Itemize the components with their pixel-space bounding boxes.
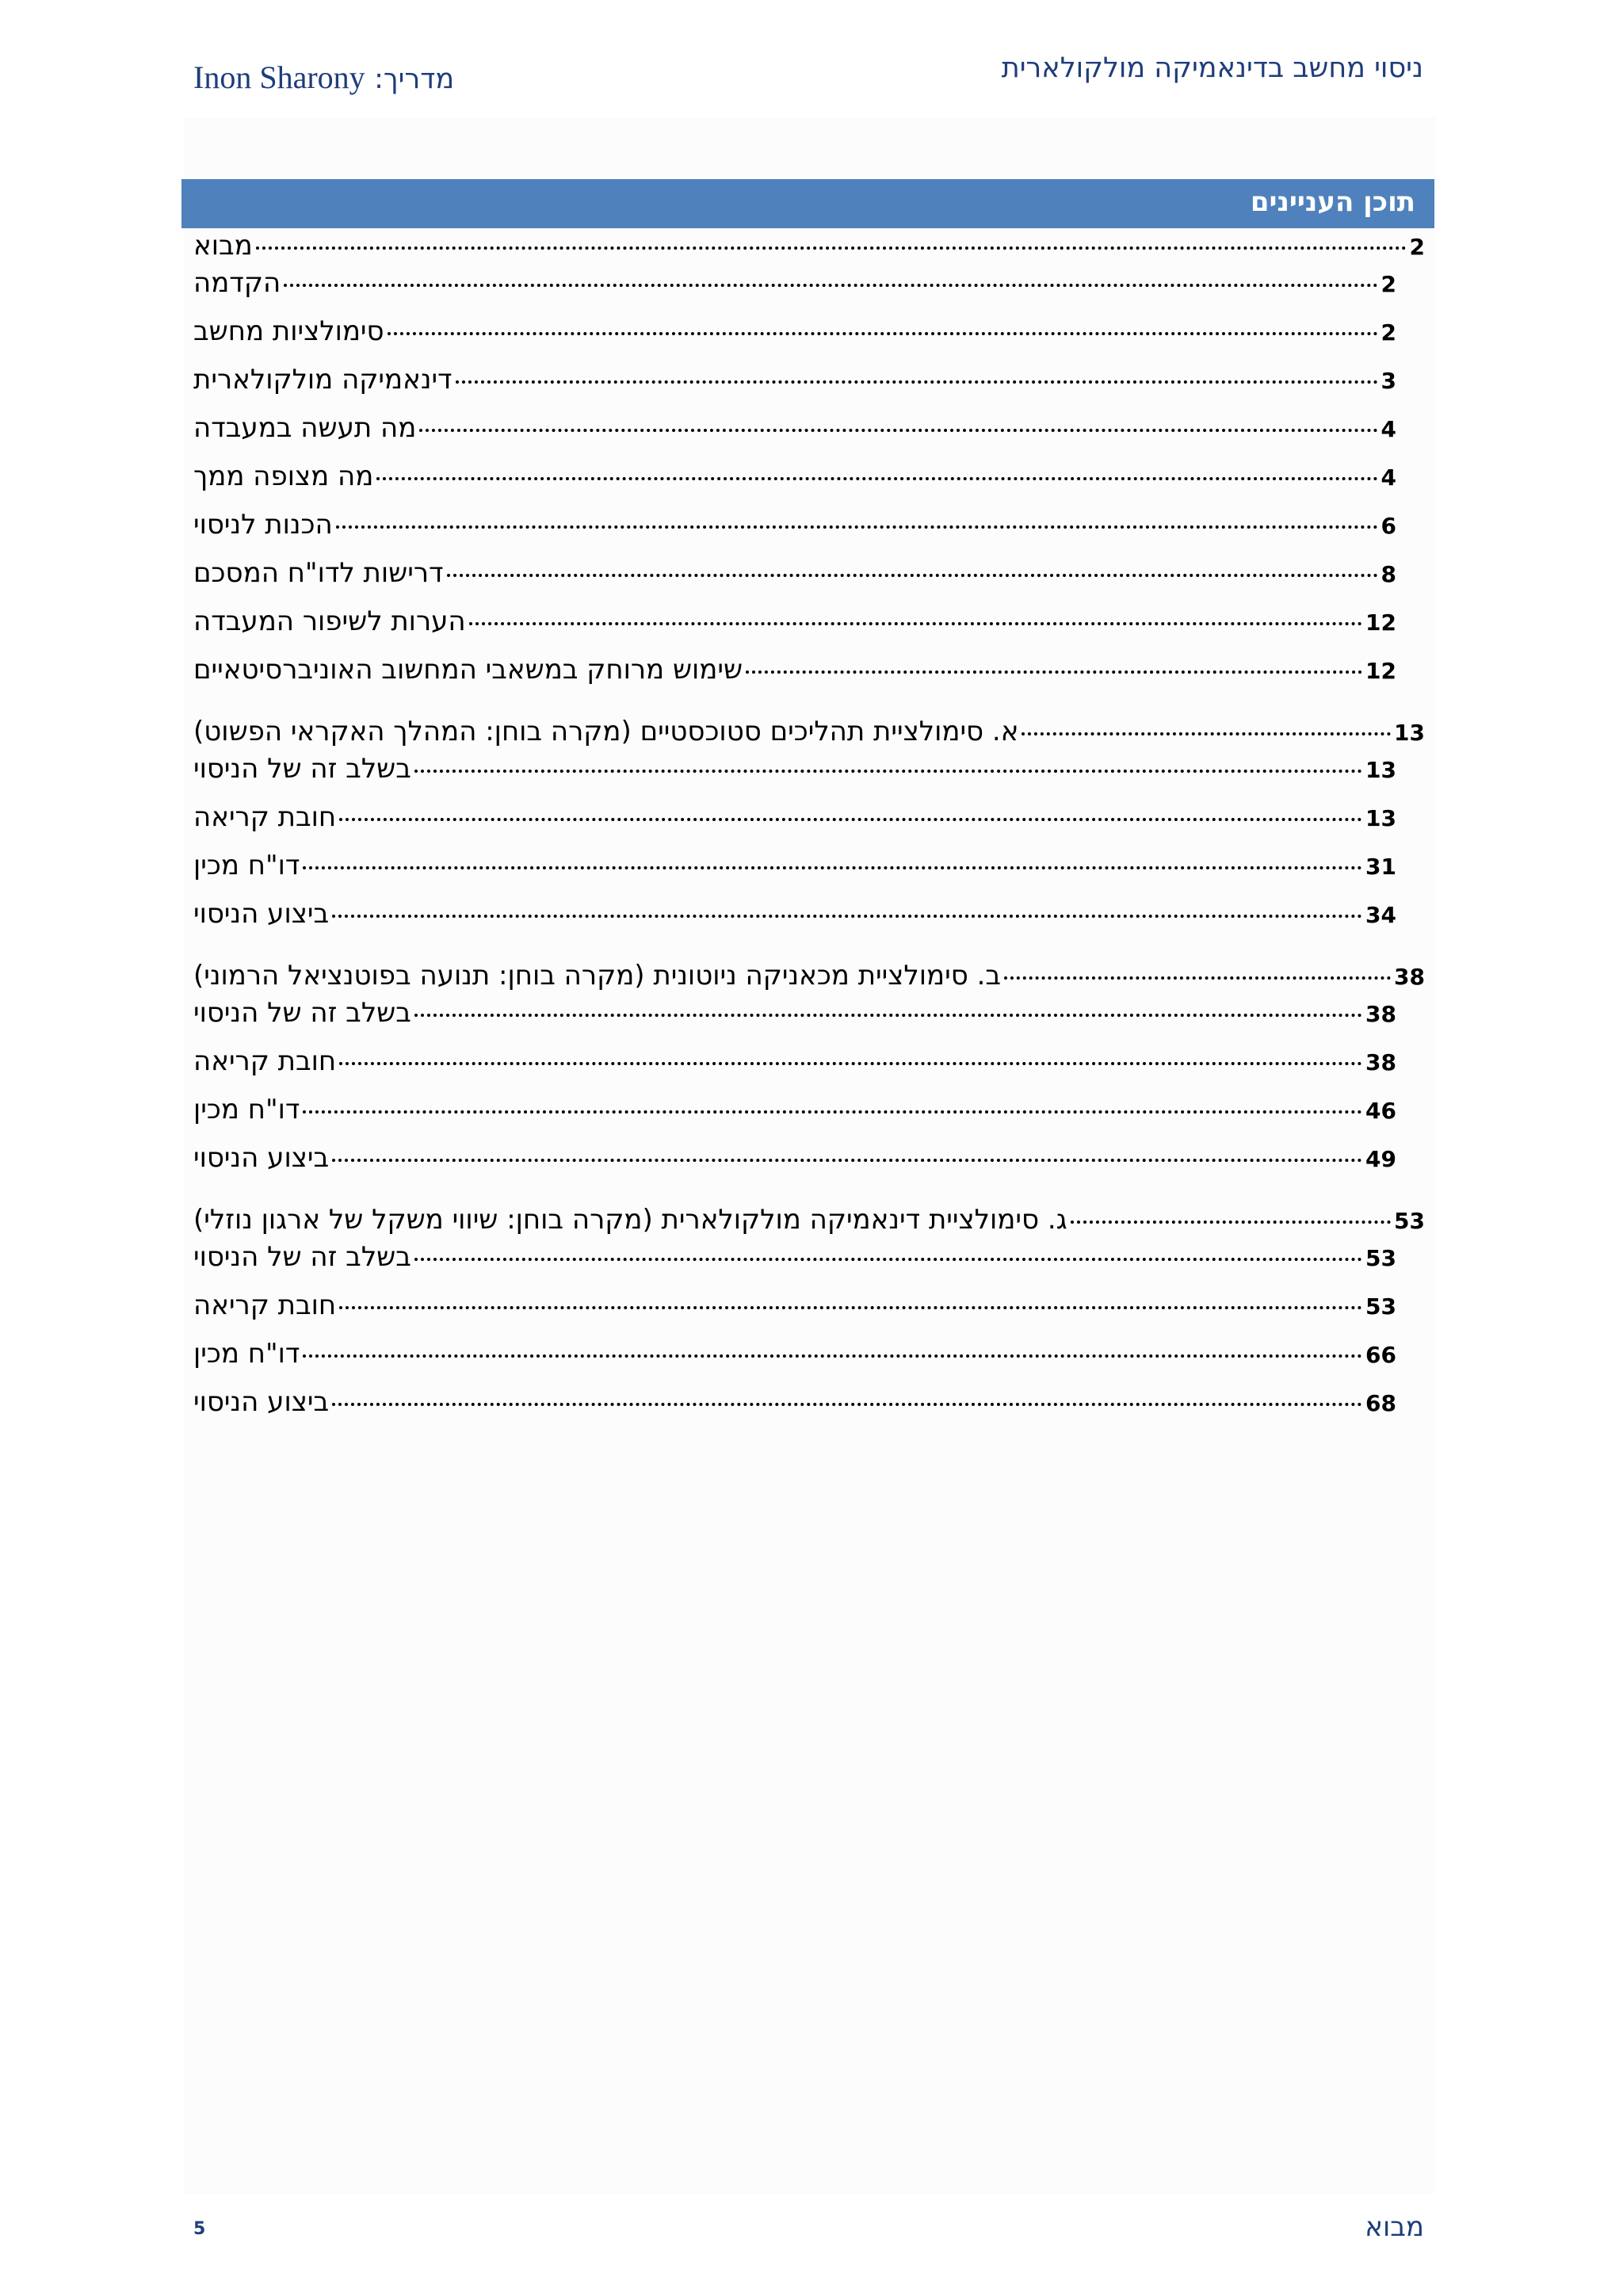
toc-entry-page: 13 (1394, 720, 1425, 746)
toc-entry[interactable] (193, 606, 1396, 645)
toc-entry-title: בשלב זה של הניסוי (193, 997, 411, 1029)
toc-entry-title: מה מצופה ממך (193, 460, 374, 492)
toc-entry-page: 2 (1409, 234, 1425, 260)
toc-dot-leader (1022, 732, 1391, 735)
toc-dot-leader (1004, 976, 1391, 980)
guide-name: Inon Sharony (193, 59, 365, 95)
toc-entry-page: 8 (1381, 561, 1396, 587)
toc-entry-title: חובת קריאה (193, 801, 337, 833)
toc-entry[interactable] (193, 850, 1396, 889)
toc-dot-leader (414, 1013, 1362, 1017)
toc-entry[interactable] (193, 898, 1396, 938)
toc-entry-title: דו"ח מכין (193, 1338, 300, 1370)
toc-entry[interactable] (193, 315, 1396, 355)
toc-entry-page: 2 (1381, 319, 1396, 346)
toc-entry-page: 53 (1394, 1208, 1425, 1234)
toc-entry-title: דו"ח מכין (193, 1094, 300, 1125)
toc-entry[interactable] (193, 960, 1425, 999)
toc-entry[interactable] (193, 716, 1425, 755)
toc-dot-leader (746, 670, 1362, 674)
toc-entry[interactable] (193, 1289, 1396, 1329)
toc-dot-leader (303, 865, 1362, 869)
toc-dot-leader (332, 1402, 1362, 1406)
toc-entry[interactable] (193, 509, 1396, 548)
toc-entry-title: ביצוע הניסוי (193, 898, 330, 930)
toc-entry-title: דינאמיקה מולקולארית (193, 364, 453, 395)
toc-entry-title: דרישות לדו"ח המסכם (193, 557, 444, 589)
toc-entry-title: הכנות לניסוי (193, 509, 333, 541)
toc-dot-leader (284, 283, 1377, 287)
toc-entry[interactable] (193, 1094, 1396, 1133)
toc-dot-leader (332, 1158, 1362, 1162)
toc-entry-page: 2 (1381, 271, 1396, 297)
toc-dot-leader (447, 573, 1378, 577)
toc-entry[interactable] (193, 364, 1396, 403)
toc-entry-page: 4 (1381, 416, 1396, 442)
toc-dot-leader (388, 331, 1378, 335)
toc-entry-title: א. סימולציית תהליכים סטוכסטיים (מקרה בוחן: המהלך האקראי הפשוט) (193, 716, 1019, 747)
toc-dot-leader (303, 1354, 1362, 1358)
footer-page-number: 5 (193, 2219, 206, 2239)
header-guide (193, 59, 454, 96)
toc-entry-title: ג. סימולציית דינאמיקה מולקולארית (מקרה בוחן: שיווי משקל של ארגון נוזלי) (193, 1204, 1067, 1236)
toc-entry-page: 38 (1365, 1049, 1396, 1075)
toc-entry-page: 13 (1365, 757, 1396, 783)
toc-entry-title: ב. סימולציית מכאניקה ניוטונית (מקרה בוחן: תנועה בפוטנציאל הרמוני) (193, 960, 1002, 991)
toc-entry-title: סימולציות מחשב (193, 315, 384, 347)
header-title: ניסוי מחשב בדינאמיקה מולקולארית (1001, 52, 1423, 84)
toc-dot-leader (376, 476, 1377, 480)
toc-entry[interactable] (193, 557, 1396, 597)
toc-entry-title: ביצוע הניסוי (193, 1142, 330, 1174)
toc-entry-title: מבוא (193, 230, 253, 262)
toc-dot-leader (419, 428, 1377, 432)
toc-entry-title: הערות לשיפור המעבדה (193, 606, 466, 637)
toc-entry-page: 49 (1365, 1146, 1396, 1172)
toc-entry[interactable] (193, 654, 1396, 693)
toc-entry-title: ביצוע הניסוי (193, 1386, 330, 1418)
toc-dot-leader (332, 914, 1362, 918)
toc-entry-page: 12 (1365, 658, 1396, 684)
toc-entry-page: 13 (1365, 805, 1396, 831)
toc-dot-leader (469, 621, 1362, 625)
toc-entry-page: 3 (1381, 368, 1396, 394)
toc-heading: תוכן העניינים (1250, 186, 1415, 218)
toc-entry[interactable] (193, 753, 1396, 793)
toc-entry-title: הקדמה (193, 267, 281, 299)
toc-entry-page: 31 (1365, 854, 1396, 880)
toc-entry-title: חובת קריאה (193, 1045, 337, 1077)
toc-entry[interactable] (193, 1142, 1396, 1182)
toc-entry[interactable] (193, 412, 1396, 452)
toc-entry-page: 38 (1394, 964, 1425, 990)
toc-entry-title: חובת קריאה (193, 1289, 337, 1321)
toc-entry-page: 46 (1365, 1098, 1396, 1124)
toc-dot-leader (456, 380, 1378, 384)
toc-entry-title: דו"ח מכין (193, 850, 300, 881)
toc-entry-page: 4 (1381, 464, 1396, 491)
toc-entry[interactable] (193, 1045, 1396, 1085)
toc-entry[interactable] (193, 1338, 1396, 1377)
toc-dot-leader (1071, 1220, 1391, 1224)
toc-entry-page: 34 (1365, 902, 1396, 928)
toc-entry-page: 53 (1365, 1293, 1396, 1320)
toc-dot-leader (414, 769, 1362, 773)
toc-entry[interactable] (193, 460, 1396, 500)
toc-dot-leader (339, 1061, 1362, 1065)
toc-dot-leader (414, 1257, 1362, 1261)
toc-entry-page: 66 (1365, 1342, 1396, 1368)
toc-entry[interactable] (193, 997, 1396, 1037)
toc-entry[interactable] (193, 1386, 1396, 1426)
toc-entry-title: מה תעשה במעבדה (193, 412, 417, 444)
toc-entry-page: 6 (1381, 513, 1396, 539)
toc-entry-page: 53 (1365, 1245, 1396, 1271)
toc-dot-leader (339, 1305, 1362, 1309)
toc-dot-leader (303, 1110, 1362, 1114)
toc-entry[interactable] (193, 1204, 1425, 1244)
toc-entry[interactable] (193, 801, 1396, 841)
toc-dot-leader (339, 817, 1362, 821)
toc-entry[interactable] (193, 1241, 1396, 1281)
guide-label: מדריך: (374, 63, 455, 95)
toc-heading-band (181, 179, 1434, 228)
toc-entry[interactable] (193, 230, 1425, 269)
toc-entry-page: 12 (1365, 609, 1396, 636)
toc-entry[interactable] (193, 267, 1396, 307)
toc-dot-leader (256, 246, 1407, 250)
toc-dot-leader (336, 525, 1378, 529)
footer-section-title: מבוא (1365, 2211, 1424, 2243)
toc-entry-page: 38 (1365, 1001, 1396, 1027)
toc-entry-page: 68 (1365, 1390, 1396, 1416)
toc-entry-title: בשלב זה של הניסוי (193, 1241, 411, 1273)
toc-entry-title: שימוש מרוחק במשאבי המחשוב האוניברסיטאיים (193, 654, 743, 686)
toc-entry-title: בשלב זה של הניסוי (193, 753, 411, 785)
